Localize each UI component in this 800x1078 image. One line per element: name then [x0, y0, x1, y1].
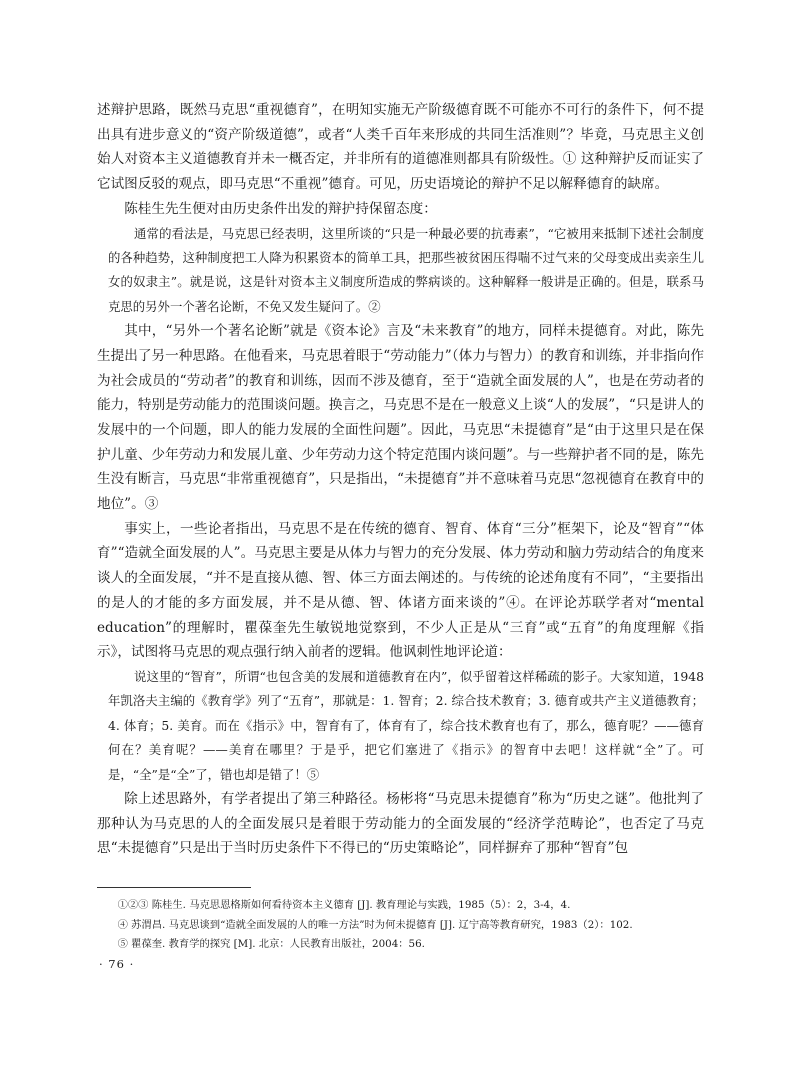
paragraph-2: 陈桂生先生便对由历史条件出发的辩护持保留态度： [124, 200, 437, 217]
footnote-4: ④ 苏渭昌. 马克思谈到“造就全面发展的人的唯一方法”时为何未提德育 [J]. 辽宁高等教育研究，1983（2）：102. [117, 918, 633, 931]
paragraph-3: 其中，“另外一个著名论断”就是《资本论》言及“未来教育”的地方，同样未提德育。对此，陈先生提出了另一种思路。在他看来，马克思着眼于“劳动能力”（体力与智力）的教育和训练，并非指向作为社会成员的“劳动者”的教育和训练，因而不涉及德育，至于“造就全面发展的人”，也是在劳动者的能力，特别是劳动能力的范围谈问题。换言之，马克思不是在一般意义上谈“人的发展”，“只是讲人的发展中的一个问题，即人的能力发展的全面性问题”。因此，马克思“未提德育”是“由于这里只是在保护儿童、少年劳动力和发展儿童、少年劳动力这个特定范围内谈问题”。与一些辩护者不同的是，陈先生没有断言，马克思“非常重视德育”，只是指出，“未提德育”并不意味着马克思“忽视德育在教育中的地位”。③ [97, 323, 704, 513]
page-number: · 76 · [99, 957, 135, 971]
footnotes [97, 896, 704, 955]
block-quote-1: 通常的看法是，马克思已经表明，这里所谈的“只是一种最必要的抗毒素”，“它被用来抵制下述社会制度的各种趋势，这种制度把工人降为积累资本的简单工具，把那些被贫困压得喘不过气来的父母变成出卖亲生儿女的奴隶主”。就是说，这是针对资本主义制度所造成的弊病谈的。这种解释一般讲是正确的。但是，联系马克思的另外一个著名论断，不免又发生疑问了。② [108, 225, 704, 314]
footnote-1-3: ①②③ 陈桂生. 马克思恩格斯如何看待资本主义德育 [J]. 教育理论与实践，1985（5）：2，3-4，4. [117, 899, 571, 911]
footnote-5: ⑤ 瞿葆奎. 教育学的探究 [M]. 北京：人民教育出版社，2004：56. [117, 938, 425, 950]
paragraph-5: 除上述思路外，有学者提出了第三种路径。杨彬将“马克思未提德育”称为“历史之谜”。他批判了那种认为马克思的人的全面发展只是着眼于劳动能力的全面发展的“经济学范畴论”，也否定了马克思“未提德育”只是出于当时历史条件下不得已的“历史策略论”，同样摒弃了那种“智育”包 [97, 791, 704, 857]
block-quote-2: 说这里的“智育”，所谓“也包含美的发展和道德教育在内”，似乎留着这样稀疏的影子。大家知道，1948 年凯洛夫主编的《教育学》列了“五育”，那就是：1. 智育；2. 综合技术教育；3. 德育或共产主义道德教育；4. 体育；5. 美育。而在《指示》中，智育有了，体育有了，综合技术教育也有了，那么，德育呢？——德育何在？美育呢？——美育在哪里？于是乎，把它们塞进了《指示》的智育中去吧！这样就“全”了。可是，“全”是“全”了，错也却是错了！⑤ [108, 668, 704, 782]
paragraph-1: 述辩护思路，既然马克思“重视德育”，在明知实施无产阶级德育既不可能亦不可行的条件下，何不提出具有进步意义的“资产阶级道德”，或者“人类千百年来形成的共同生活准则”？毕竟，马克思主义创始人对资本主义道德教育并未一概否定，并非所有的道德准则都具有阶级性。① 这种辩护反而证实了它试图反驳的观点，即马克思“不重视”德育。可见，历史语境论的辩护不足以解释德育的缺席。 [97, 102, 704, 193]
footnote-divider [97, 887, 251, 888]
main-text [97, 98, 704, 861]
paragraph-4: 事实上，一些论者指出，马克思不是在传统的德育、智育、体育“三分”框架下，论及“智育”“体育”“造就全面发展的人”。马克思主要是从体力与智力的充分发展、体力劳动和脑力劳动结合的角度来谈人的全面发展，“并不是直接从德、智、体三方面去阐述的。与传统的论述角度有不同”，“主要指出的是人的才能的多方面发展，并不是从德、智、体诸方面来谈的”④。在评论苏联学者对“mental education”的理解时，瞿葆奎先生敏锐地觉察到，不少人正是从“三育”或“五育”的角度理解《指示》，试图将马克思的观点强行纳入前者的逻辑。他讽刺性地评论道： [97, 520, 704, 661]
